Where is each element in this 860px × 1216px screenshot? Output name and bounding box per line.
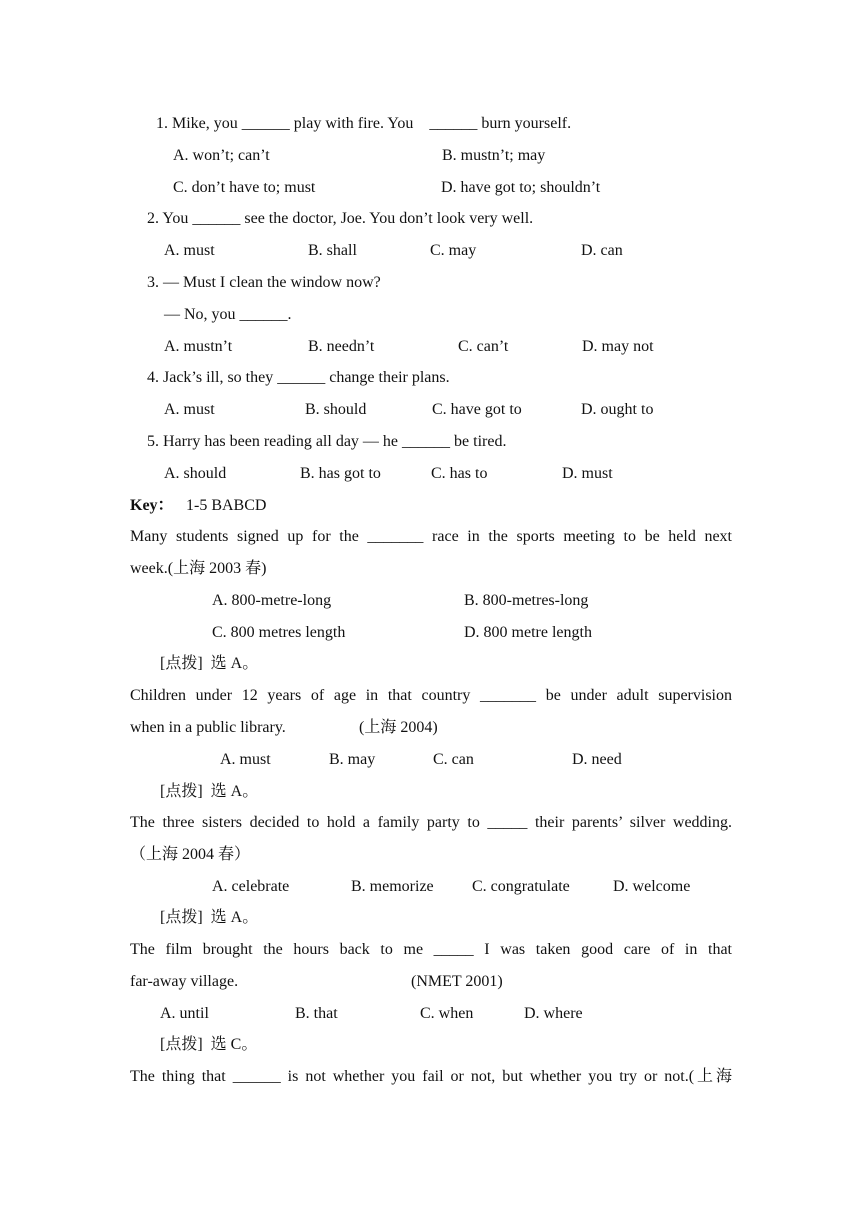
q4-option-a: A. must [164,401,215,418]
p4-source: (NMET 2001) [411,973,503,990]
p1-option-b: B. 800-metres-long [464,592,589,609]
p1-line2: week.(上海 2003 春) [130,560,267,577]
q2-option-c: C. may [430,242,477,259]
q1-stem: 1. Mike, you ______ play with fire. You ______ burn yourself. [156,115,572,132]
q3-option-d: D. may not [582,338,654,355]
q5-option-c: C. has to [431,465,488,482]
p2-line1: Children under 12 years of age in that country _______ be under adult supervision [130,687,732,704]
p1-option-a: A. 800-metre-long [212,592,332,609]
p2-tip: [点拨] 选 A。 [160,783,259,800]
q2-option-a: A. must [164,242,215,259]
q3-option-a: A. mustn’t [164,338,233,355]
p2-option-b: B. may [329,751,376,768]
q5-option-d: D. must [562,465,613,482]
p5-line1: The thing that ______ is not whether you fail or not, but whether you try or not.(上海 [130,1068,732,1085]
key-value: 1-5 BABCD [186,497,267,514]
p2-option-a: A. must [220,751,271,768]
q4-stem: 4. Jack’s ill, so they ______ change their plans. [147,369,450,386]
p3-line2: （上海 2004 春） [130,846,251,863]
p3-option-c: C. congratulate [472,878,570,895]
q1-option-a: A. won’t; can’t [173,147,270,164]
q5-option-a: A. should [164,465,227,482]
q5-option-b: B. has got to [300,465,381,482]
q3-stem: 3. — Must I clean the window now? [147,274,381,291]
q4-option-d: D. ought to [581,401,654,418]
q2-stem: 2. You ______ see the doctor, Joe. You don’t look very well. [147,210,534,227]
q5-stem: 5. Harry has been reading all day — he ______ be tired. [147,433,507,450]
p3-line1: The three sisters decided to hold a family party to _____ their parents’ silver wedding. [130,814,732,831]
q1-option-d: D. have got to; shouldn’t [441,179,601,196]
q4-option-b: B. should [305,401,367,418]
p4-line2: far-away village. [130,973,239,990]
p3-option-a: A. celebrate [212,878,290,895]
q3-option-c: C. can’t [458,338,509,355]
q4-option-c: C. have got to [432,401,522,418]
p3-tip: [点拨] 选 A。 [160,909,259,926]
p3-option-b: B. memorize [351,878,434,895]
p4-tip: [点拨] 选 C。 [160,1036,258,1053]
p2-line2: when in a public library. [130,719,286,736]
q2-option-d: D. can [581,242,623,259]
p1-option-d: D. 800 metre length [464,624,592,641]
p1-line1: Many students signed up for the _______ race in the sports meeting to be held next [130,528,732,545]
q1-option-c: C. don’t have to; must [173,179,316,196]
p1-tip: [点拨] 选 A。 [160,655,259,672]
p4-option-a: A. until [160,1005,209,1022]
p4-option-d: D. where [524,1005,583,1022]
p4-option-b: B. that [295,1005,338,1022]
q2-option-b: B. shall [308,242,357,259]
p2-source: (上海 2004) [359,719,438,736]
q1-option-b: B. mustn’t; may [442,147,546,164]
q3-reply: — No, you ______. [164,306,292,323]
p2-option-c: C. can [433,751,474,768]
p4-option-c: C. when [420,1005,474,1022]
p2-option-d: D. need [572,751,622,768]
q3-option-b: B. needn’t [308,338,375,355]
key-label: Key： [130,497,174,514]
p4-line1: The film brought the hours back to me _____ I was taken good care of in that [130,941,732,958]
p1-option-c: C. 800 metres length [212,624,346,641]
p3-option-d: D. welcome [613,878,691,895]
